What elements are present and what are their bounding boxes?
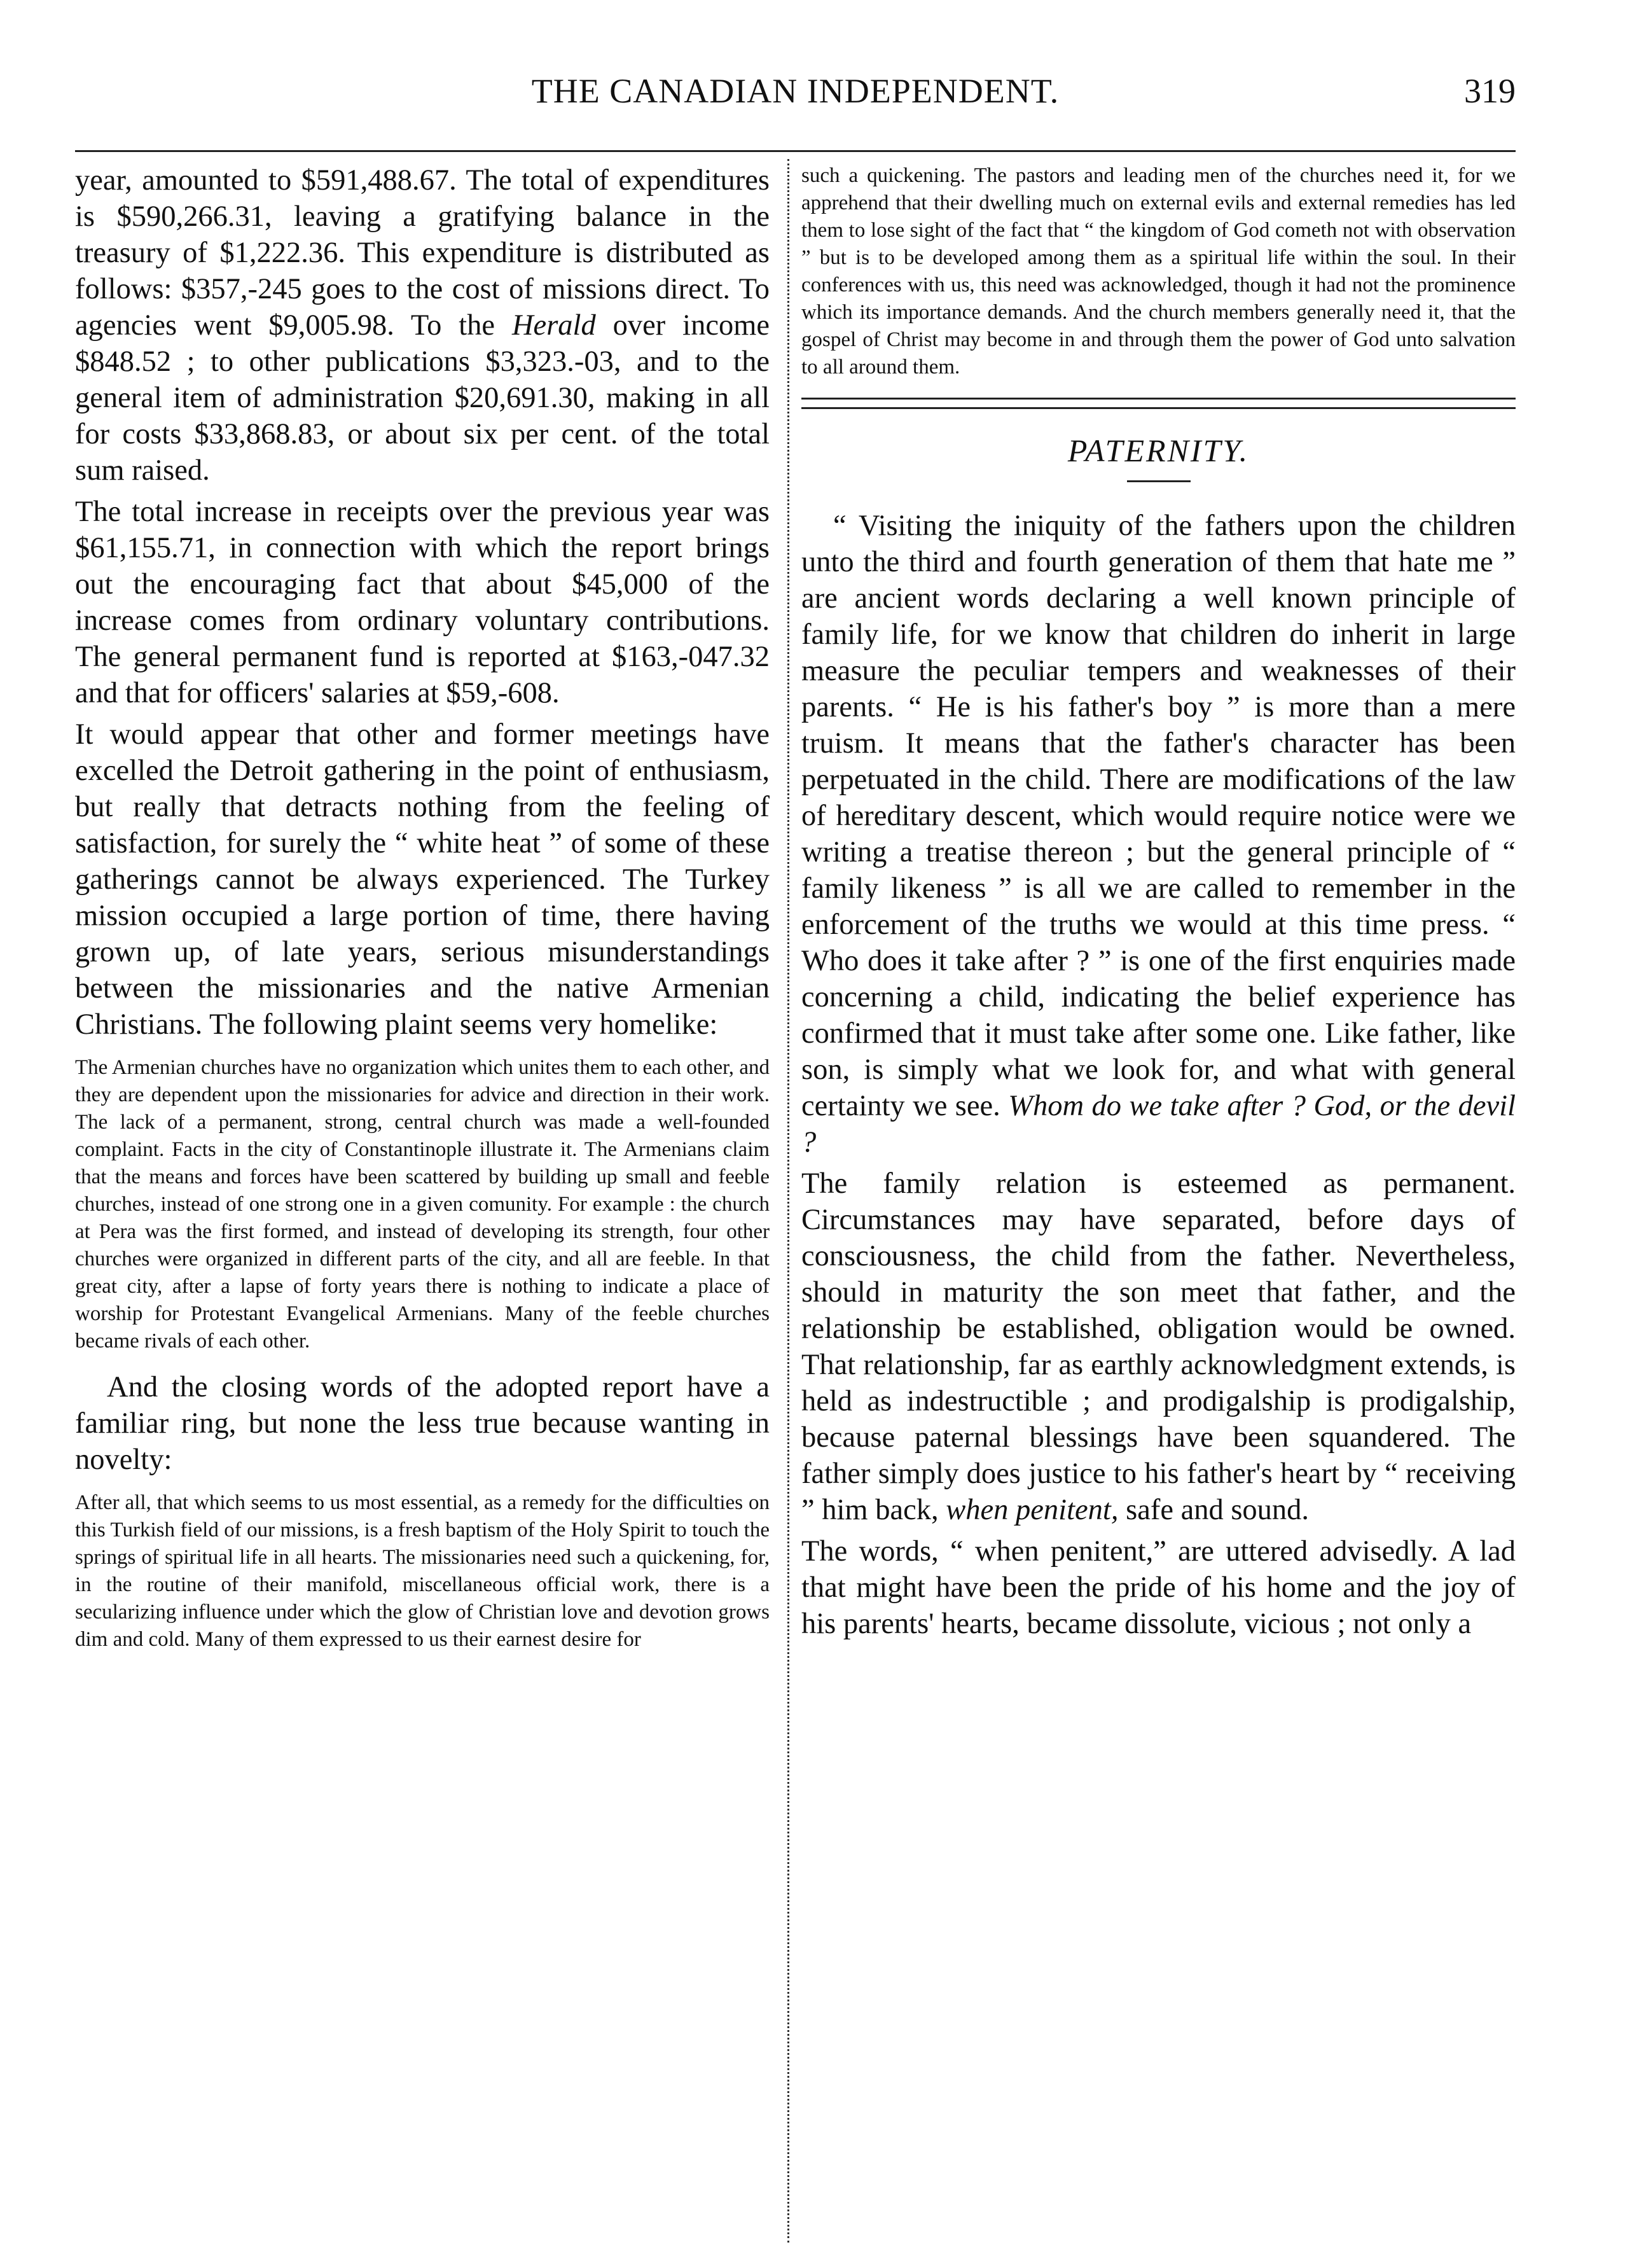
italic-herald: Herald [511, 309, 596, 342]
right-column [801, 162, 1516, 2249]
block-quote-continued: such a quickening. The pastors and leading men of the churches need it, for we apprehend that their dwelling much on external evils and external remedies has led them to lose sight of the fact that “ the kingdom of God cometh not with observation ” but is to be developed among them as a spiritual life within the soul. In their conferences with us, this need was acknowledged, though it had not the prominence which its importance demands. And the church members generally need it, that the gospel of Christ may become in and through them the power of God unto salvation to all around them. [801, 164, 1516, 379]
paragraph: It would appear that other and former meetings have excelled the Detroit gathering in the point of enthusiasm, but really that detracts nothing from the feeling of satisfaction, for surely the “ white heat ” of some of these gatherings cannot be always experienced. The Turkey mission occupied a large portion of time, there having grown up, of late years, serious misunderstandings between the missionaries and the native Armenian Christians. The following plaint seems very homelike: [75, 718, 770, 1041]
section-double-rule [801, 398, 1516, 409]
running-header [75, 71, 1516, 116]
italic-when-penitent: when penitent, [946, 1494, 1119, 1526]
page-number: 319 [1464, 72, 1516, 110]
paragraph: “ Visiting the iniquity of the fathers upon the children unto the third and fourth generation of them that hate me ” are ancient words declaring a well known principle of family life, for we know that children do inherit in large measure the peculiar tempers and weaknesses of their parents. “ He is his father's boy ” is more than a mere truism. It means that the father's character has been perpetuated in the child. There are modifications of the law of hereditary descent, which would require notice were we writing a treatise thereon ; but the general principle of “ family likeness ” is all we are called to remember in the enforcement of the truths we would at this time press. “ Who does it take after ? ” is one of the first enquiries made concerning a child, indicating the belief experience has confirmed that it must take after some one. Like father, like son, is simply what we look for, and what with general certainty we see. Whom do we take after ? God, or the devil ? [801, 510, 1516, 1158]
journal-title: THE CANADIAN INDEPENDENT. [531, 72, 1060, 110]
block-quote: After all, that which seems to us most essential, as a remedy for the difficulties on this Turkish field of our missions, is a fresh baptism of the Holy Spirit to touch the springs of spiritual life in all hearts. The missionaries need such a quickening, for, in the routine of their manifold, miscellaneous official work, there is a secularizing influence under which the glow of Christian love and devotion grows dim and cold. Many of them expressed to us their earnest desire for [75, 1491, 770, 1651]
paragraph: The family relation is esteemed as permanent. Circumstances may have separated, before days of consciousness, the child from the father. Nevertheless, should in maturity the son meet that father, and the relationship be established, obligation would be owned. That relationship, far as earthly acknowledgment extends, is held as indestructible ; and prodigalship is prodigalship, because paternal blessings have been squandered. The father simply does justice to his father's heart by “ receiving ” him back, when penitent, safe and sound. [801, 1167, 1516, 1526]
column-divider [787, 159, 789, 2243]
paragraph: year, amounted to $591,488.67. The total of expenditures is $590,266.31, leaving a gratifying balance in the treasury of $1,222.36. This expenditure is distributed as follows: $357,-245 goes to the cost of missions direct. To agencies went $9,005.98. To the Herald over income $848.52 ; to other publications $3,323.-03, and to the general item of administration $20,691.30, making in all for costs $33,868.83, or about six per cent. of the total sum raised. [75, 164, 770, 487]
block-quote: The Armenian churches have no organization which unites them to each other, and they are dependent upon the missionaries for advice and direction in their work. The lack of a permanent, strong, central church was made a well-founded complaint. Facts in the city of Constantinople illustrate it. The Armenians claim that the means and forces have been scattered by building up small and feeble churches, instead of one strong one in a given comunity. For example : the church at Pera was the first formed, and instead of developing its strength, four other churches were organized in different parts of the city, and all are feeble. In that great city, after a lapse of forty years there is nothing to indicate a place of worship for Protestant Evangelical Armenians. Many of the feeble churches became rivals of each other. [75, 1056, 770, 1353]
title-rule [1127, 480, 1191, 482]
section-title: PATERNITY. [1067, 433, 1250, 468]
left-column [75, 162, 770, 2249]
paragraph: And the closing words of the adopted report have a familiar ring, but none the less true because wanting in novelty: [75, 1371, 770, 1476]
header-rule [75, 150, 1516, 152]
paragraph: The words, “ when penitent,” are uttered advisedly. A lad that might have been the pride of his home and the joy of his parents' hearts, became dissolute, vicious ; not only a [801, 1535, 1516, 1640]
italic-question: Whom do we take after ? God, or the devil ? [801, 1090, 1516, 1158]
paragraph: The total increase in receipts over the previous year was $61,155.71, in connection with which the report brings out the encouraging fact that about $45,000 of the increase comes from ordinary voluntary contributions. The general permanent fund is reported at $163,-047.32 and that for officers' salaries at $59,-608. [75, 496, 770, 709]
